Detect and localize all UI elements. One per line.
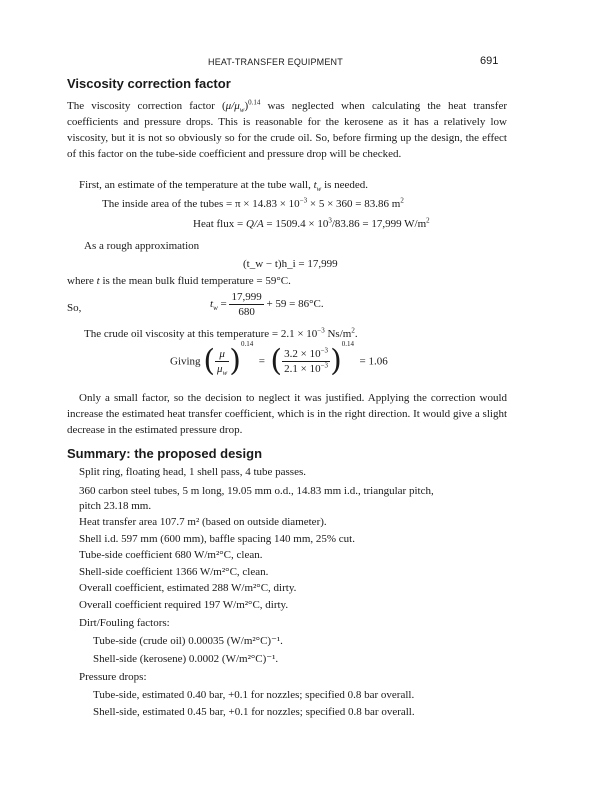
summary-item: Overall coefficient, estimated 288 W/m²°C, dirty. xyxy=(79,582,297,594)
summary-item: Heat transfer area 107.7 m² (based on outside diameter). xyxy=(79,516,327,528)
summary-item: Tube-side coefficient 680 W/m²°C, clean. xyxy=(79,549,263,561)
summary-subitem: Tube-side (crude oil) 0.00035 (W/m²°C)⁻¹. xyxy=(93,635,283,647)
summary-item: 360 carbon steel tubes, 5 m long, 19.05 mm o.d., 14.83 mm i.d., triangular pitch, xyxy=(79,485,434,497)
equation-viscosity-ratio: Giving ( $\frac{\mu}{\mu_w}$ )$^{0.14}$ = ( $\frac{3.2 \times 10^{-3}}{2.1 \times 10^{-3}}$ )$^{0.14}$ = 1.06 xyxy=(170,340,388,379)
summary-item: Overall coefficient required 197 W/m²°C, dirty. xyxy=(79,599,289,611)
summary-item: pitch 23.18 mm. xyxy=(79,500,152,512)
summary-subitem: Shell-side (kerosene) 0.0002 (W/m²°C)⁻¹. xyxy=(93,653,279,665)
summary-subitem: Shell-side, estimated 0.45 bar, +0.1 for nozzles; specified 0.8 bar overall. xyxy=(93,706,415,718)
summary-item: Split ring, floating head, 1 shell pass, 4 tube passes. xyxy=(79,466,306,478)
summary-item: Shell i.d. 597 mm (600 mm), baffle spacing 140 mm, 25% cut. xyxy=(79,533,355,545)
text-crude-viscosity: The crude oil viscosity at this temperature = $2.1 \times 10^{-3}$ $Ns/m^2$. xyxy=(84,326,358,340)
equation-heat-flux: Heat flux = $Q/A = 1509.4 \times 10^3/83.86 = 17,999$ $W/m^2$ xyxy=(193,216,430,230)
text-mean-bulk-temp: where t is the mean bulk fluid temperature = 59°C. xyxy=(67,275,291,287)
summary-item: Dirt/Fouling factors: xyxy=(79,617,170,629)
section-heading-viscosity: Viscosity correction factor xyxy=(67,76,231,91)
equation-tube-area: The inside area of the tubes = $\pi \times 14.83 \times 10^{-3} \times 5 \times 360 = 83.86$ $m^2$ xyxy=(102,196,404,210)
equation-rough: (t_w − t)h_i = 17,999 xyxy=(243,258,338,270)
paragraph-wall-temp: First, an estimate of the temperature at the tube wall, $t_w$ is needed. xyxy=(79,179,369,194)
running-header: HEAT-TRANSFER EQUIPMENT xyxy=(208,57,343,67)
summary-item: Pressure drops: xyxy=(79,671,147,683)
paragraph-conclusion: Only a small factor, so the decision to neglect it was justified. Applying the correction would increase the estimated heat transfer coefficient, which is in the right direction. It would give a slight decrease in the estimated pressure drop. xyxy=(67,392,507,436)
summary-subitem: Tube-side, estimated 0.40 bar, +0.1 for nozzles; specified 0.8 bar overall. xyxy=(93,689,415,701)
paragraph-viscosity-intro: The viscosity correction factor $(\mu/\mu_w)^{0.14}$ was neglected when calculating the heat transfer coefficients and pressure drops. This is reasonable for the kerosene as it has a relatively low viscosity, but it is not so obviously so for the crude oil. So, before firming up the design, the effect of this factor on the tube-side coefficient and pressure drop will be checked. xyxy=(67,98,507,160)
text-rough-approximation: As a rough approximation xyxy=(84,240,200,252)
page-number: 691 xyxy=(480,55,499,67)
summary-item: Shell-side coefficient 1366 W/m²°C, clean. xyxy=(79,566,269,578)
label-so: So, xyxy=(67,302,82,314)
equation-wall-temperature: $t_w$ = $\frac{17,999}{680}$ + 59 = 86°C. xyxy=(210,291,324,318)
section-heading-summary: Summary: the proposed design xyxy=(67,446,263,461)
